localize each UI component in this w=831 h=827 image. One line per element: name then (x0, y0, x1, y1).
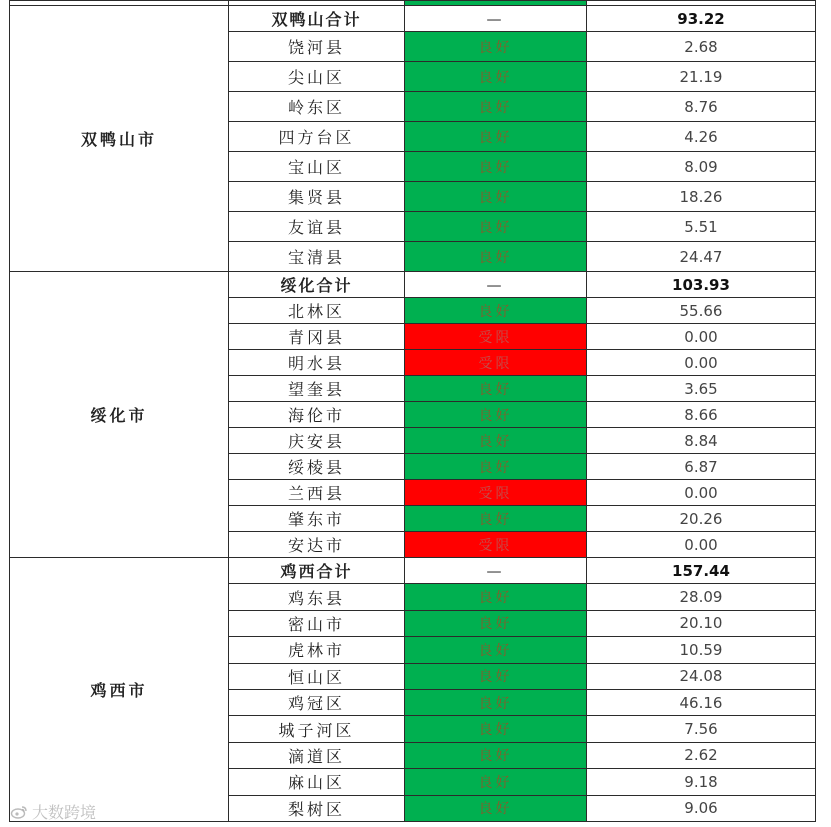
county-name: 饶河县 (229, 32, 405, 62)
status-cell: 良好 (405, 62, 587, 92)
city-name: 鸡西市 (10, 558, 229, 822)
county-name: 庆安县 (229, 428, 405, 454)
status-cell: 良好 (405, 428, 587, 454)
county-name: 宝清县 (229, 242, 405, 272)
subtotal-value: 103.93 (587, 272, 816, 298)
value-cell: 18.26 (587, 182, 816, 212)
subtotal-row (10, 558, 816, 584)
subtotal-name: 双鸭山合计 (229, 6, 405, 32)
value-cell: 6.87 (587, 454, 816, 480)
status-cell: 良好 (405, 769, 587, 795)
status-cell: 良好 (405, 376, 587, 402)
value-cell: 0.00 (587, 532, 816, 558)
county-name: 海伦市 (229, 402, 405, 428)
county-name: 集贤县 (229, 182, 405, 212)
city-name: 双鸭山市 (10, 6, 229, 272)
subtotal-row (10, 272, 816, 298)
status-cell: 良好 (405, 182, 587, 212)
value-cell: 5.51 (587, 212, 816, 242)
county-name: 滴道区 (229, 742, 405, 768)
county-name: 青冈县 (229, 324, 405, 350)
value-cell: 8.09 (587, 152, 816, 182)
value-cell: 21.19 (587, 62, 816, 92)
county-name: 明水县 (229, 350, 405, 376)
county-name: 四方台区 (229, 122, 405, 152)
county-data-table (9, 0, 816, 822)
value-cell: 3.65 (587, 376, 816, 402)
value-cell: 8.76 (587, 92, 816, 122)
subtotal-status: — (405, 6, 587, 32)
value-cell: 10.59 (587, 637, 816, 663)
subtotal-value: 157.44 (587, 558, 816, 584)
county-name: 虎林市 (229, 637, 405, 663)
value-cell: 4.26 (587, 122, 816, 152)
subtotal-name: 鸡西合计 (229, 558, 405, 584)
county-name: 友谊县 (229, 212, 405, 242)
watermark-text: 大数跨境 (32, 803, 97, 822)
county-name: 宝山区 (229, 152, 405, 182)
county-name: 尖山区 (229, 62, 405, 92)
county-name: 兰西县 (229, 480, 405, 506)
status-cell: 良好 (405, 298, 587, 324)
status-cell: 良好 (405, 92, 587, 122)
status-cell: 良好 (405, 689, 587, 715)
county-name: 密山市 (229, 610, 405, 636)
county-name: 岭东区 (229, 92, 405, 122)
status-cell: 良好 (405, 506, 587, 532)
subtotal-row (10, 6, 816, 32)
status-cell: 良好 (405, 742, 587, 768)
status-cell: 良好 (405, 584, 587, 610)
county-name: 麻山区 (229, 769, 405, 795)
value-cell: 24.47 (587, 242, 816, 272)
county-name: 绥棱县 (229, 454, 405, 480)
status-cell: 良好 (405, 32, 587, 62)
subtotal-name: 绥化合计 (229, 272, 405, 298)
status-cell: 良好 (405, 795, 587, 821)
status-cell: 良好 (405, 152, 587, 182)
status-cell: 受限 (405, 480, 587, 506)
value-cell: 0.00 (587, 350, 816, 376)
status-cell: 良好 (405, 454, 587, 480)
county-name: 鸡冠区 (229, 689, 405, 715)
value-cell: 9.18 (587, 769, 816, 795)
value-cell: 2.62 (587, 742, 816, 768)
status-cell: 良好 (405, 402, 587, 428)
status-cell: 受限 (405, 532, 587, 558)
value-cell: 0.00 (587, 324, 816, 350)
county-name: 恒山区 (229, 663, 405, 689)
value-cell: 9.06 (587, 795, 816, 821)
value-cell: 24.08 (587, 663, 816, 689)
value-cell: 55.66 (587, 298, 816, 324)
status-cell: 良好 (405, 637, 587, 663)
county-name: 梨树区 (229, 795, 405, 821)
subtotal-status: — (405, 558, 587, 584)
value-cell: 8.84 (587, 428, 816, 454)
value-cell: 28.09 (587, 584, 816, 610)
county-name: 北林区 (229, 298, 405, 324)
table-body (10, 1, 816, 822)
value-cell: 0.00 (587, 480, 816, 506)
county-name: 望奎县 (229, 376, 405, 402)
value-cell: 8.66 (587, 402, 816, 428)
county-name: 安达市 (229, 532, 405, 558)
value-cell: 46.16 (587, 689, 816, 715)
county-name: 鸡东县 (229, 584, 405, 610)
subtotal-value: 93.22 (587, 6, 816, 32)
city-name: 绥化市 (10, 272, 229, 558)
status-cell: 受限 (405, 350, 587, 376)
status-cell: 良好 (405, 610, 587, 636)
value-cell: 20.26 (587, 506, 816, 532)
value-cell: 20.10 (587, 610, 816, 636)
status-cell: 良好 (405, 242, 587, 272)
county-name: 肇东市 (229, 506, 405, 532)
status-cell: 良好 (405, 716, 587, 742)
status-cell: 受限 (405, 324, 587, 350)
subtotal-status: — (405, 272, 587, 298)
county-name: 城子河区 (229, 716, 405, 742)
status-cell: 良好 (405, 663, 587, 689)
value-cell: 7.56 (587, 716, 816, 742)
value-cell: 2.68 (587, 32, 816, 62)
status-cell: 良好 (405, 212, 587, 242)
status-cell: 良好 (405, 122, 587, 152)
